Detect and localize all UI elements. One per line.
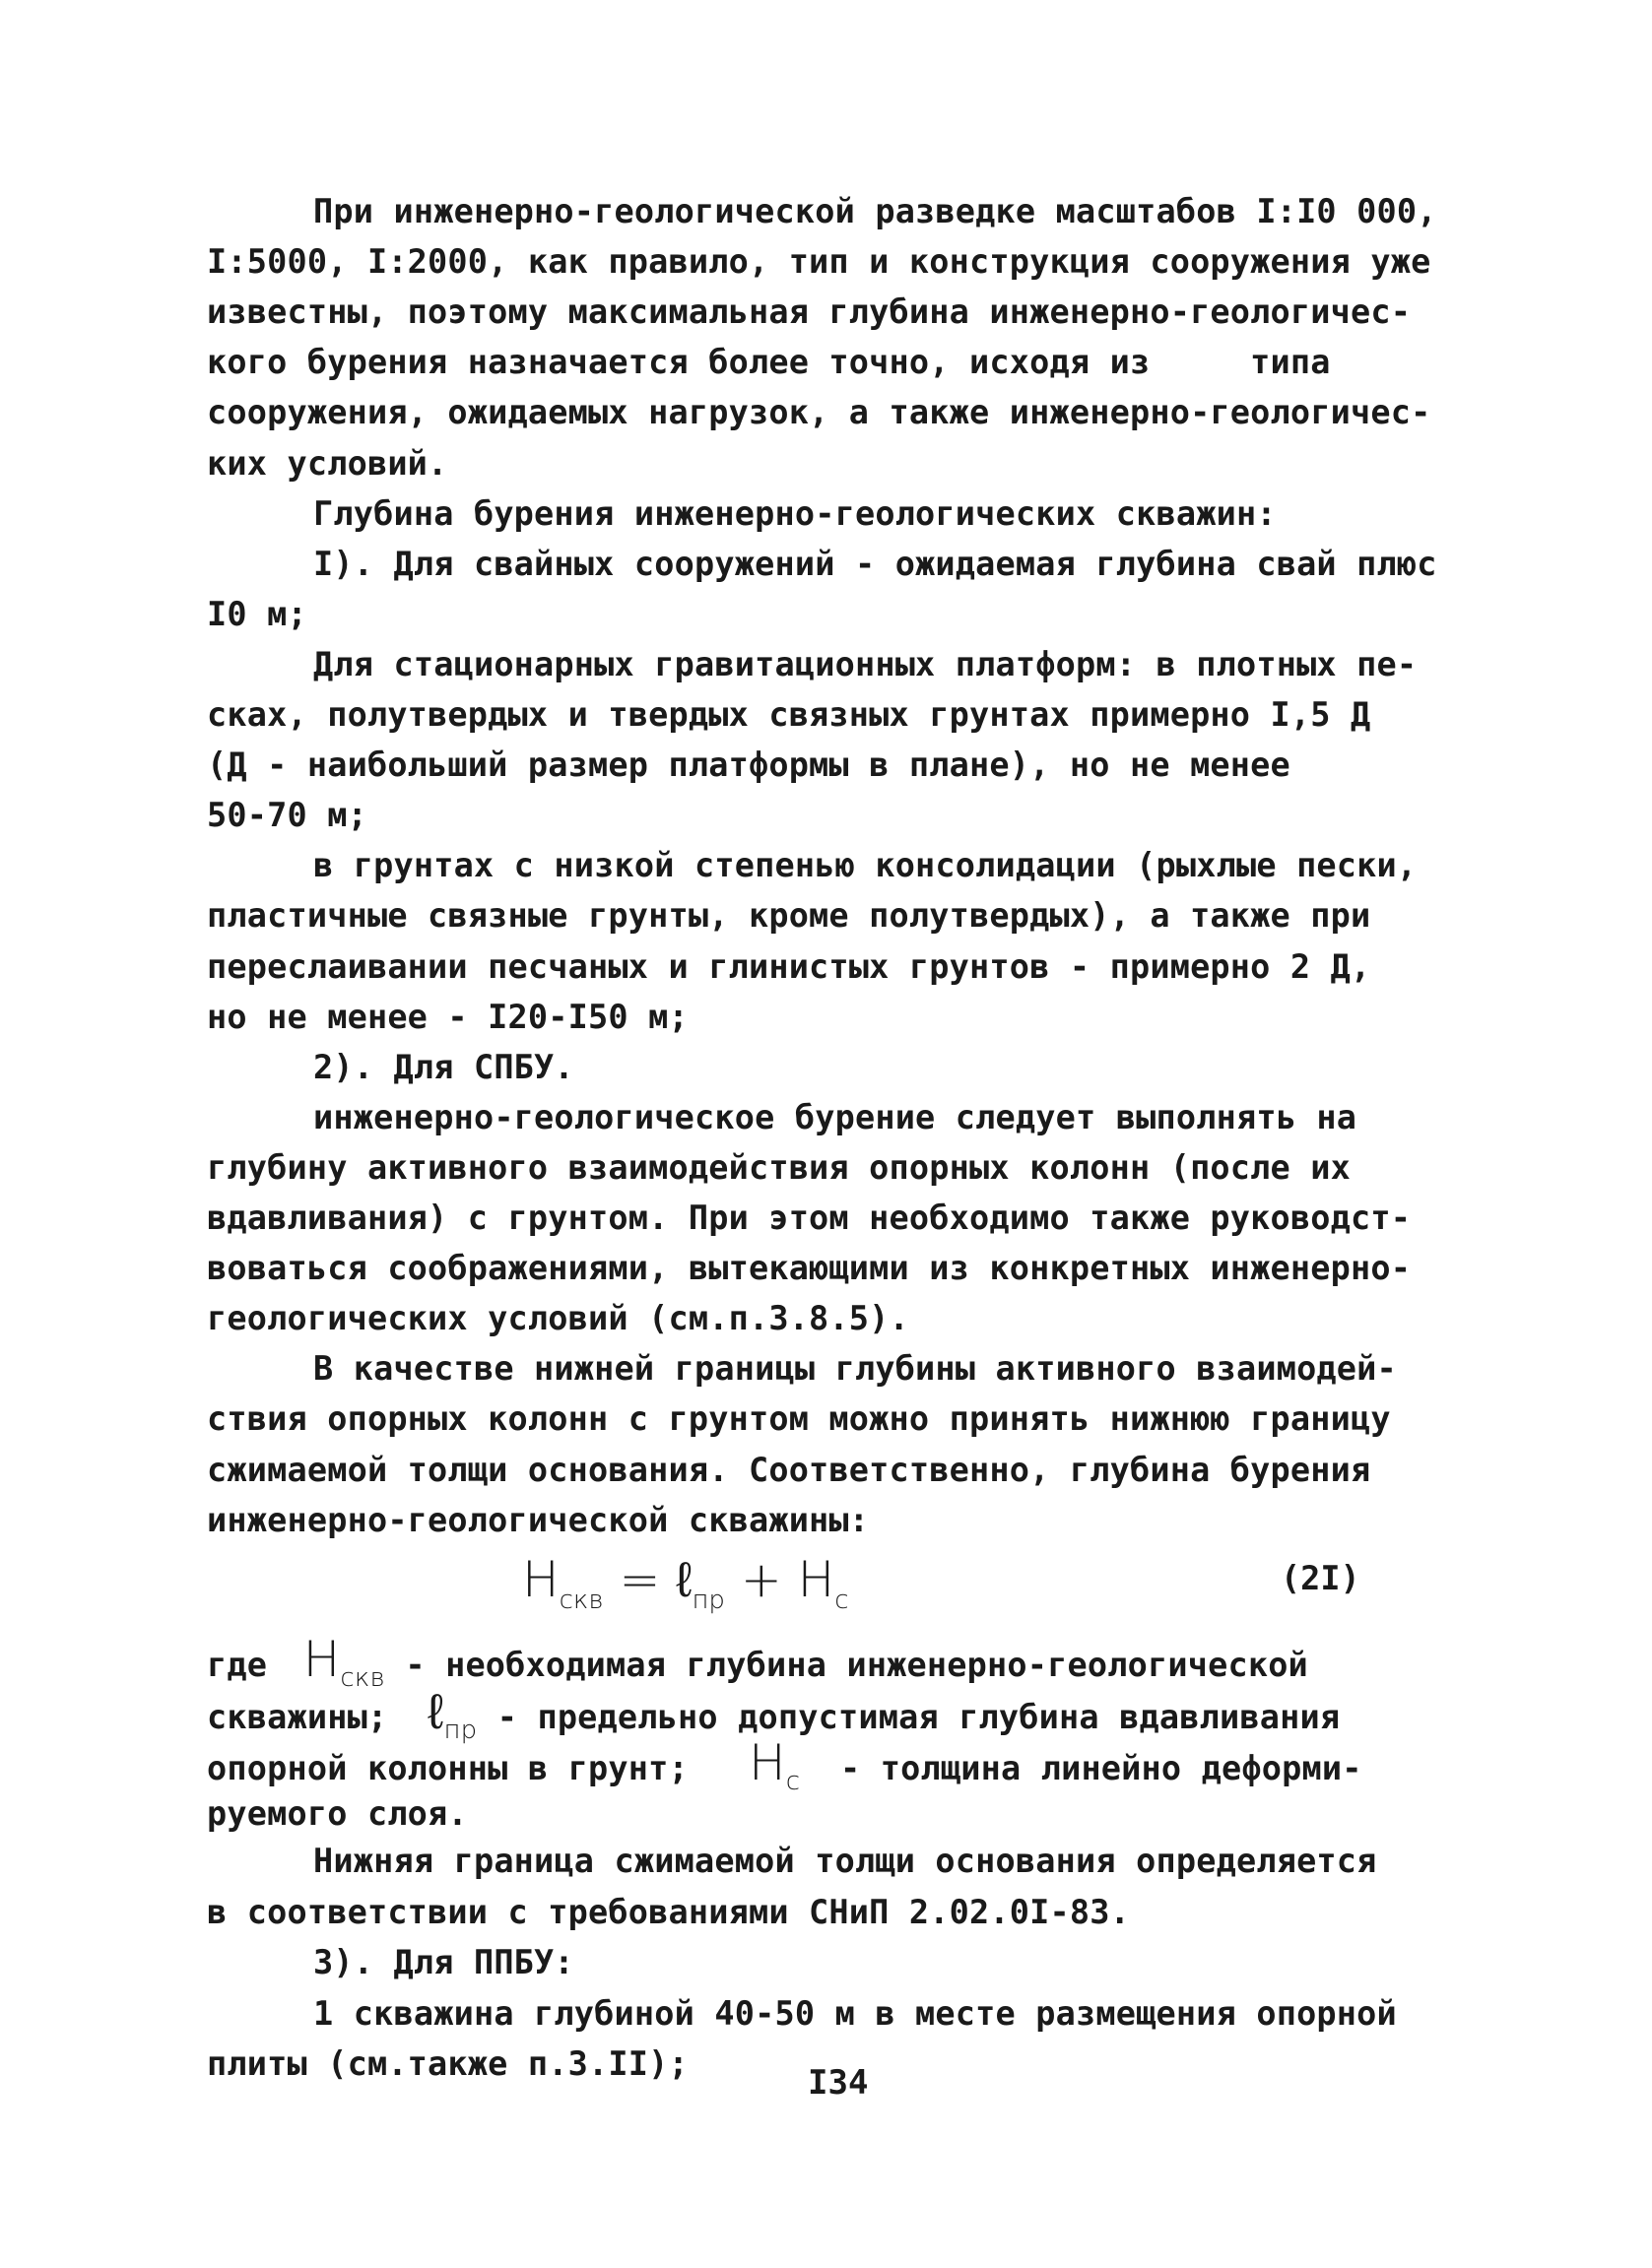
paragraph-line: 1 скважина глубиной 40-50 м в месте размещения опорной <box>313 1993 1397 2033</box>
where-line-1: где $H_{скв}$ - необходимая глубина инженерно-геологической <box>207 1631 1308 1693</box>
paragraph-line: но не менее - I20-I50 м; <box>207 997 689 1036</box>
paragraph-line: При инженерно-геологической разведке масштабов I:I0 000, <box>313 192 1437 230</box>
paragraph-line: вдавливания) с грунтом. При этом необходимо также руководст- <box>207 1199 1412 1237</box>
paragraph-line: сооружения, ожидаемых нагрузок, а также инженерно-геологичес- <box>207 393 1431 432</box>
paragraph-line: ствия опорных колонн с грунтом можно принять нижнюю границу <box>207 1399 1391 1439</box>
paragraph-line: сках, полутвердых и твердых связных грунтах примерно I,5 Д <box>207 695 1371 734</box>
where-line-2: скважины; ℓ$_{пр}$ - предельно допустимая глубина вдавливания <box>207 1683 1341 1745</box>
paragraph-line: 50-70 м; <box>207 796 367 835</box>
paragraph-line: I:5000, I:2000, как правило, тип и конструкция сооружения уже <box>207 242 1431 282</box>
paragraph-line: глубину активного взаимодействия опорных колонн (после их <box>207 1147 1352 1187</box>
paragraph-line: известны, поэтому максимальная глубина инженерно-геологичес- <box>207 292 1412 332</box>
formula-21: $H_{скв}$ = ℓ$_{пр}$ + $H_с$ <box>522 1551 849 1615</box>
paragraph-line: (Д - наибольший размер платформы в плане), но не менее <box>207 745 1290 785</box>
paragraph-line: инженерно-геологической скважины: <box>207 1500 870 1539</box>
paragraph-line: Нижняя граница сжимаемой толщи основания определяется <box>313 1842 1377 1880</box>
equation-number: (2I) <box>1281 1559 1360 1597</box>
paragraph-line: геологических условий (см.п.3.8.5). <box>207 1299 909 1338</box>
where-line-3: опорной колонны в грунт; $H_с$ - толщина линейно деформи- <box>207 1734 1362 1796</box>
paragraph-line: I0 м; <box>207 594 307 633</box>
paragraph-line: воваться соображениями, вытекающими из конкретных инженерно- <box>207 1249 1412 1288</box>
paragraph-line: переслаивании песчаных и глинистых грунтов - примерно 2 Д, <box>207 946 1371 986</box>
page-number: I34 <box>808 2063 869 2103</box>
paragraph-line: 3). Для ППБУ: <box>313 1943 574 1981</box>
paragraph-line: пластичные связные грунты, кроме полутвердых), а также при <box>207 896 1371 936</box>
paragraph-line: В качестве нижней границы глубины активного взаимодей- <box>313 1349 1397 1389</box>
paragraph-line: ких условий. <box>207 443 448 483</box>
paragraph-line: I). Для свайных сооружений - ожидаемая глубина свай плюс <box>313 544 1437 583</box>
paragraph-line: сжимаемой толщи основания. Соответственно, глубина бурения <box>207 1450 1371 1489</box>
paragraph-line: в соответствии с требованиями СНиП 2.02.0I-83. <box>207 1892 1130 1931</box>
paragraph-line: Глубина бурения инженерно-геологических скважин: <box>313 493 1277 533</box>
paragraph-line: плиты (см.также п.3.II); <box>207 2044 689 2083</box>
paragraph-line: в грунтах с низкой степенью консолидации (рыхлые пески, <box>313 846 1418 885</box>
paragraph-line: кого бурения назначается более точно, исходя из типа <box>207 343 1331 382</box>
paragraph-line: Для стационарных гравитационных платформ: в плотных пе- <box>313 644 1418 683</box>
where-line-4: руемого слоя. <box>207 1794 468 1833</box>
paragraph-line: инженерно-геологическое бурение следует выполнять на <box>313 1097 1357 1136</box>
paragraph-line: 2). Для СПБУ. <box>313 1047 574 1086</box>
